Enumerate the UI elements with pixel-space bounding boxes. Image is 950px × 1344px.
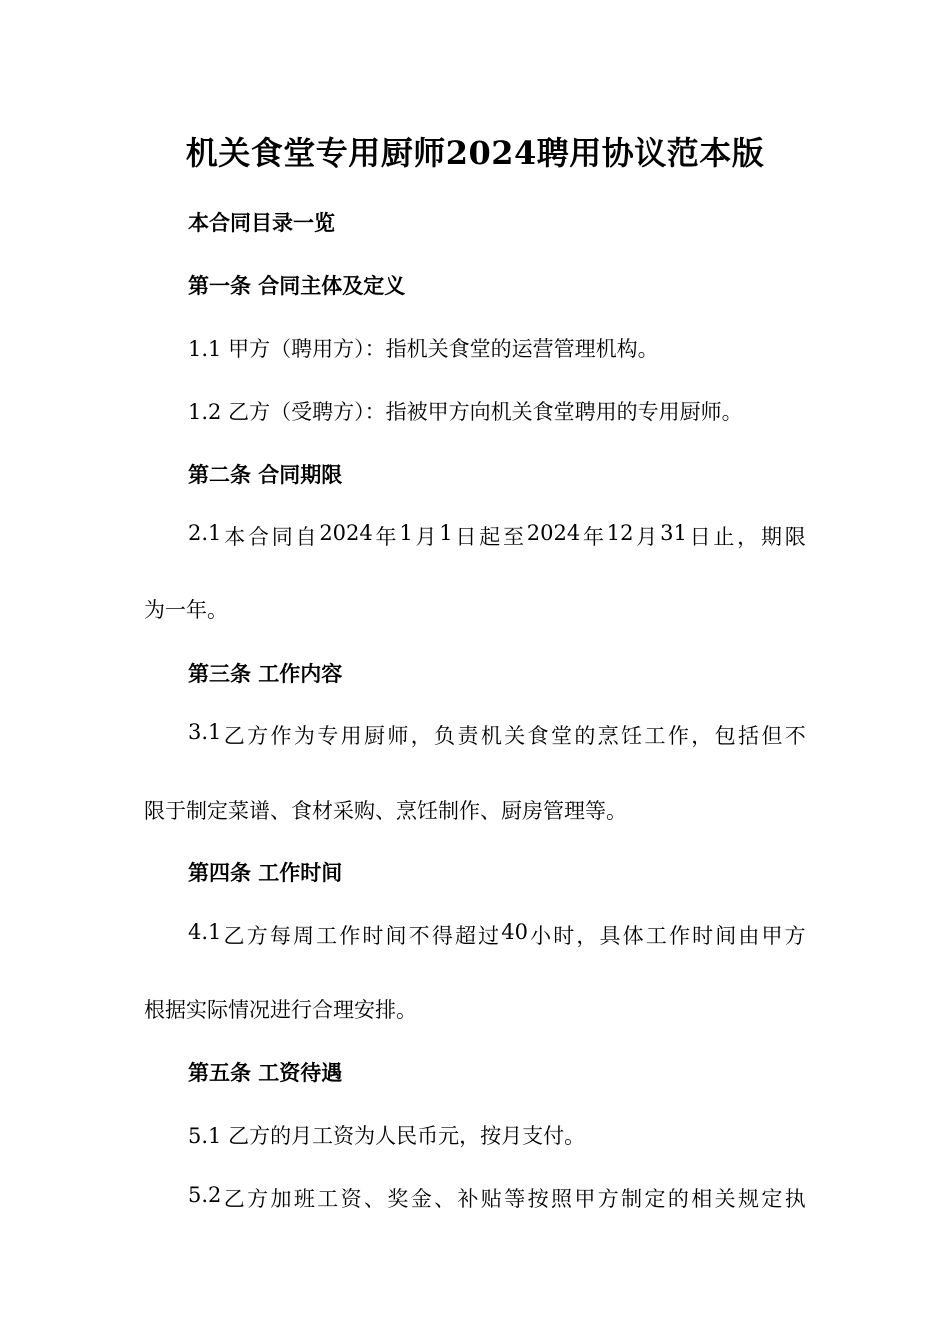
section-heading: 第二条 合同期限 xyxy=(188,462,343,487)
section-heading: 第五条 工资待遇 xyxy=(188,1060,343,1085)
section-heading: 第一条 合同主体及定义 xyxy=(188,273,406,298)
clause-continuation: 限于制定菜谱、食材采购、烹饪制作、厨房管理等。 xyxy=(144,799,627,823)
clause-text: 5.1 乙方的月工资为人民币元，按月支付。 xyxy=(188,1124,586,1148)
clause-text: 1.1 甲方（聘用方）：指机关食堂的运营管理机构。 xyxy=(188,337,659,361)
clause-first-line: 4.1 乙 方 每 周 工 作 时 间 不 得 超 过 40 小 时 ， 具 体 工 作 时 间 由 甲 方 xyxy=(188,920,806,948)
clause-first-line: 2.1 本 合 同 自 2024 年 1 月 1 日 起 至 2024 年 12 月 31 日 止 ， 期 限 xyxy=(188,521,806,549)
section-heading: 第四条 工作时间 xyxy=(188,860,343,885)
clause-text: 5.2 乙 方 加 班 工 资 、 奖 金 、 补 贴 等 按 照 甲 方 制 定 的 相 关 规 定 执 xyxy=(188,1183,806,1211)
clause-text: 1.2 乙方（受聘方）：指被甲方向机关食堂聘用的专用厨师。 xyxy=(188,400,743,424)
section-heading: 第三条 工作内容 xyxy=(188,661,343,686)
clause-continuation: 根据实际情况进行合理安排。 xyxy=(144,998,417,1022)
toc-heading: 本合同目录一览 xyxy=(188,210,335,235)
clause-first-line: 3.1 乙 方 作 为 专 用 厨 师 ， 负 责 机 关 食 堂 的 烹 饪 工 作 ， 包 括 但 不 xyxy=(188,720,806,748)
document-title: 机关食堂专用厨师2024聘用协议范本版 xyxy=(185,134,765,172)
clause-continuation: 为一年。 xyxy=(144,598,228,622)
